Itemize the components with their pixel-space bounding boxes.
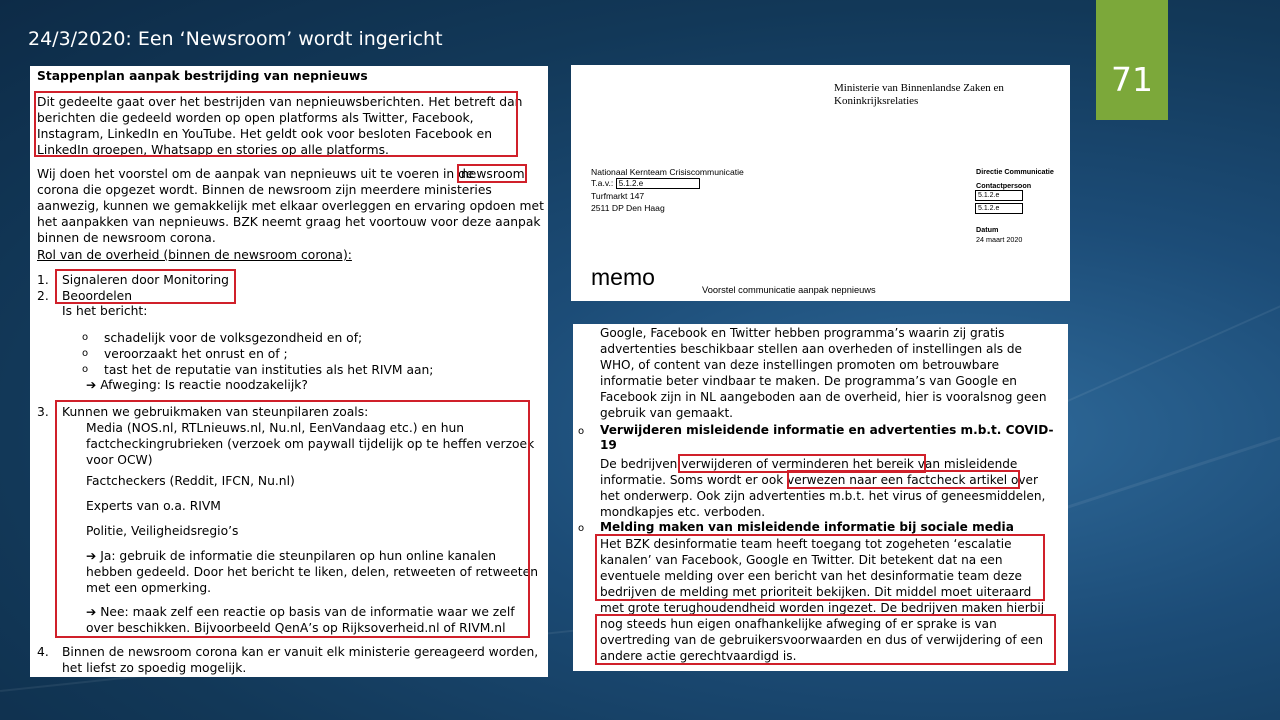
item-number: 1. — [37, 273, 49, 287]
para2-line: corona die opgezet wordt. Binnen de newsroom zijn meerdere ministeries — [37, 183, 492, 197]
contact-redaction-row — [975, 203, 1023, 214]
para2-line: het onderwerp. Ook zijn advertenties m.b.t. het virus of geneesmiddelen, — [600, 489, 1046, 503]
tav-label: T.a.v.: — [591, 178, 614, 188]
para2-line: aanwezig, kunnen we gemakkelijk met elkaar overleggen en ervaring opdoen met — [37, 199, 544, 213]
highlight-box-items — [55, 269, 236, 304]
para2-text: van misleidende — [913, 457, 1018, 471]
intro-line: Instagram, LinkedIn en YouTube. Het geldt ook voor besloten Facebook en — [37, 127, 492, 141]
section-heading: 19 — [600, 438, 617, 452]
afweging: ➔ Afweging: Is reactie noodzakelijk? — [86, 378, 308, 392]
memo-header-scan — [571, 65, 1070, 301]
redaction-box: 5.1.2.e — [975, 203, 1023, 214]
para2-text: over — [1007, 473, 1038, 487]
highlight-box-steunpilaren — [55, 400, 530, 638]
para2-highlight-text: verwezen naar een factcheck artikel — [787, 473, 1008, 487]
item-number: 4. — [37, 645, 49, 659]
item-3-line: Kunnen we gebruikmaken van steunpilaren zoals: — [62, 405, 369, 419]
para3-line: eventuele melding over een bericht van het desinformatie team deze — [600, 569, 1022, 583]
para1-line: Facebook zijn in NL aangeboden aan de overheid, hier is vooralsnog geen — [600, 390, 1047, 404]
factcheckers: Factcheckers (Reddit, IFCN, Nu.nl) — [86, 474, 295, 488]
contact-label: Contactpersoon — [976, 181, 1032, 190]
section-bullet: o — [578, 426, 585, 437]
role-heading: Rol van de overheid (binnen de newsroom corona): — [37, 248, 352, 262]
intro-line: Dit gedeelte gaat over het bestrijden van nepnieuwsberichten. Het betreft dan — [37, 95, 523, 109]
ministry-line: Koninkrijksrelaties — [834, 95, 919, 107]
para1-line: informatie beter vindbaar te maken. De programma’s van Google en — [600, 374, 1017, 388]
para2-line: mondkapjes etc. verboden. — [600, 505, 766, 519]
para1-line: WHO, of content van deze instellingen promoten om betrouwbare — [600, 358, 1000, 372]
para1-line: gebruik van gemaakt. — [600, 406, 734, 420]
sub-bullet: o — [82, 348, 89, 359]
ja-line: met een opmerking. — [86, 581, 212, 595]
ja-line: hebben gedeeld. Door het bericht te liken, delen, retweeten of retweeten — [86, 565, 538, 579]
item-1: Signaleren door Monitoring — [62, 273, 229, 287]
address-line: Turfmarkt 147 — [591, 191, 645, 201]
memo-subject: Voorstel communicatie aanpak nepnieuws — [702, 285, 876, 295]
tav-row — [591, 178, 700, 189]
para3-line: met grote terughoudendheid worden ingezet. De bedrijven maken hierbij — [600, 601, 1045, 615]
is-het-bericht: Is het bericht: — [62, 304, 148, 318]
item-3-line: Media (NOS.nl, RTLnieuws.nl, Nu.nl, EenVandaag etc.) en hun — [86, 421, 465, 435]
section-heading: Verwijderen misleidende informatie en advertenties m.b.t. COVID- — [600, 423, 1054, 437]
dept-label: Directie Communicatie — [976, 167, 1054, 176]
highlight-box-factcheck — [787, 470, 1020, 489]
ministry-line: Ministerie van Binnenlandse Zaken en — [834, 82, 1004, 94]
sub-item: tast het de reputatie van instituties als het RIVM aan; — [104, 363, 434, 377]
redaction-box: 5.1.2.e — [616, 178, 700, 189]
contact-redaction-row — [975, 190, 1023, 201]
item-number: 3. — [37, 405, 49, 419]
sub-item: schadelijk voor de volksgezondheid en of; — [104, 331, 363, 345]
ja-line: ➔ Ja: gebruik de informatie die steunpilaren op hun online kanalen — [86, 549, 497, 563]
newsroom-word: newsroom — [461, 167, 525, 181]
datum-label: Datum — [976, 225, 999, 234]
item-4-line: Binnen de newsroom corona kan er vanuit elk ministerie gereageerd worden, — [62, 645, 539, 659]
sub-item: veroorzaakt het onrust en of ; — [104, 347, 288, 361]
item-2: Beoordelen — [62, 289, 133, 303]
experts: Experts van o.a. RIVM — [86, 499, 221, 513]
para1-line: advertenties beschikbaar stellen aan overheden of instellingen als de — [600, 342, 1022, 356]
page-number-badge — [1096, 0, 1168, 120]
item-3-line: factcheckingrubrieken (verzoek om paywall tijdelijk op te heffen verzoek — [86, 437, 535, 451]
nee-line: over beschikken. Bijvoorbeeld QenA’s op Rijksoverheid.nl of RIVM.nl — [86, 621, 506, 635]
para3-line: bedrijven de melding met prioriteit bekijken. Dit middel moet uiteraard — [600, 585, 1032, 599]
highlight-box-afweging — [595, 614, 1056, 665]
section-bullet: o — [578, 523, 585, 534]
datum-value: 24 maart 2020 — [976, 235, 1023, 244]
section-heading: Melding maken van misleidende informatie bij sociale media — [600, 520, 1014, 534]
slide-title: 24/3/2020: Een ‘Newsroom’ wordt ingericht — [28, 28, 443, 50]
para2-line: het aanpakken van nepnieuws. BZK neemt graag het voortouw voor deze aanpak — [37, 215, 541, 229]
highlight-box-escalatie — [595, 534, 1045, 601]
page-number: 71 — [1111, 60, 1153, 99]
highlight-box — [34, 91, 518, 157]
para1-line: Google, Facebook en Twitter hebben programma’s waarin zij gratis — [600, 326, 1005, 340]
right-document-scan — [573, 324, 1068, 671]
item-number: 2. — [37, 289, 49, 303]
doc-heading: Stappenplan aanpak bestrijding van nepnieuws — [37, 69, 368, 83]
para3-line: nog steeds hun eigen onafhankelijke afweging of er sprake is van — [600, 617, 997, 631]
highlight-box-newsroom — [457, 164, 527, 183]
sub-bullet: o — [82, 332, 89, 343]
item-3-line: voor OCW) — [86, 453, 153, 467]
nee-line: ➔ Nee: maak zelf een reactie op basis van de informatie waar we zelf — [86, 605, 515, 619]
para3-line: andere actie gerechtvaardigd is. — [600, 649, 797, 663]
para2-highlight-text: verwijderen of verminderen het bereik — [681, 457, 914, 471]
left-document-scan — [30, 66, 548, 677]
para2-text: De bedrijven — [600, 457, 682, 471]
para3-line: Het BZK desinformatie team heeft toegang tot zogeheten ‘escalatie — [600, 537, 1012, 551]
address-line: 2511 DP Den Haag — [591, 203, 665, 213]
item-4-line: het liefst zo spoedig mogelijk. — [62, 661, 247, 675]
para3-line: overtreding van de gebruikersvoorwaarden en dus of verwijdering of een — [600, 633, 1044, 647]
addressee: Nationaal Kernteam Crisiscommunicatie — [591, 167, 744, 177]
para2-text: informatie. Soms wordt er ook — [600, 473, 788, 487]
para2-line: binnen de newsroom corona. — [37, 231, 216, 245]
intro-line: berichten die gedeeld worden op open platforms als Twitter, Facebook, — [37, 111, 474, 125]
para2-line: Wij doen het voorstel om de aanpak van nepnieuws uit te voeren in de — [37, 167, 474, 181]
intro-line: LinkedIn groepen, Whatsapp en stories op alle platforms. — [37, 143, 389, 157]
sub-bullet: o — [82, 364, 89, 375]
para3-line: kanalen’ van Facebook, Google en Twitter. Dit betekent dat na een — [600, 553, 1003, 567]
politie: Politie, Veiligheidsregio’s — [86, 524, 239, 538]
redaction-box: 5.1.2.e — [975, 190, 1023, 201]
memo-label: memo — [591, 264, 655, 290]
